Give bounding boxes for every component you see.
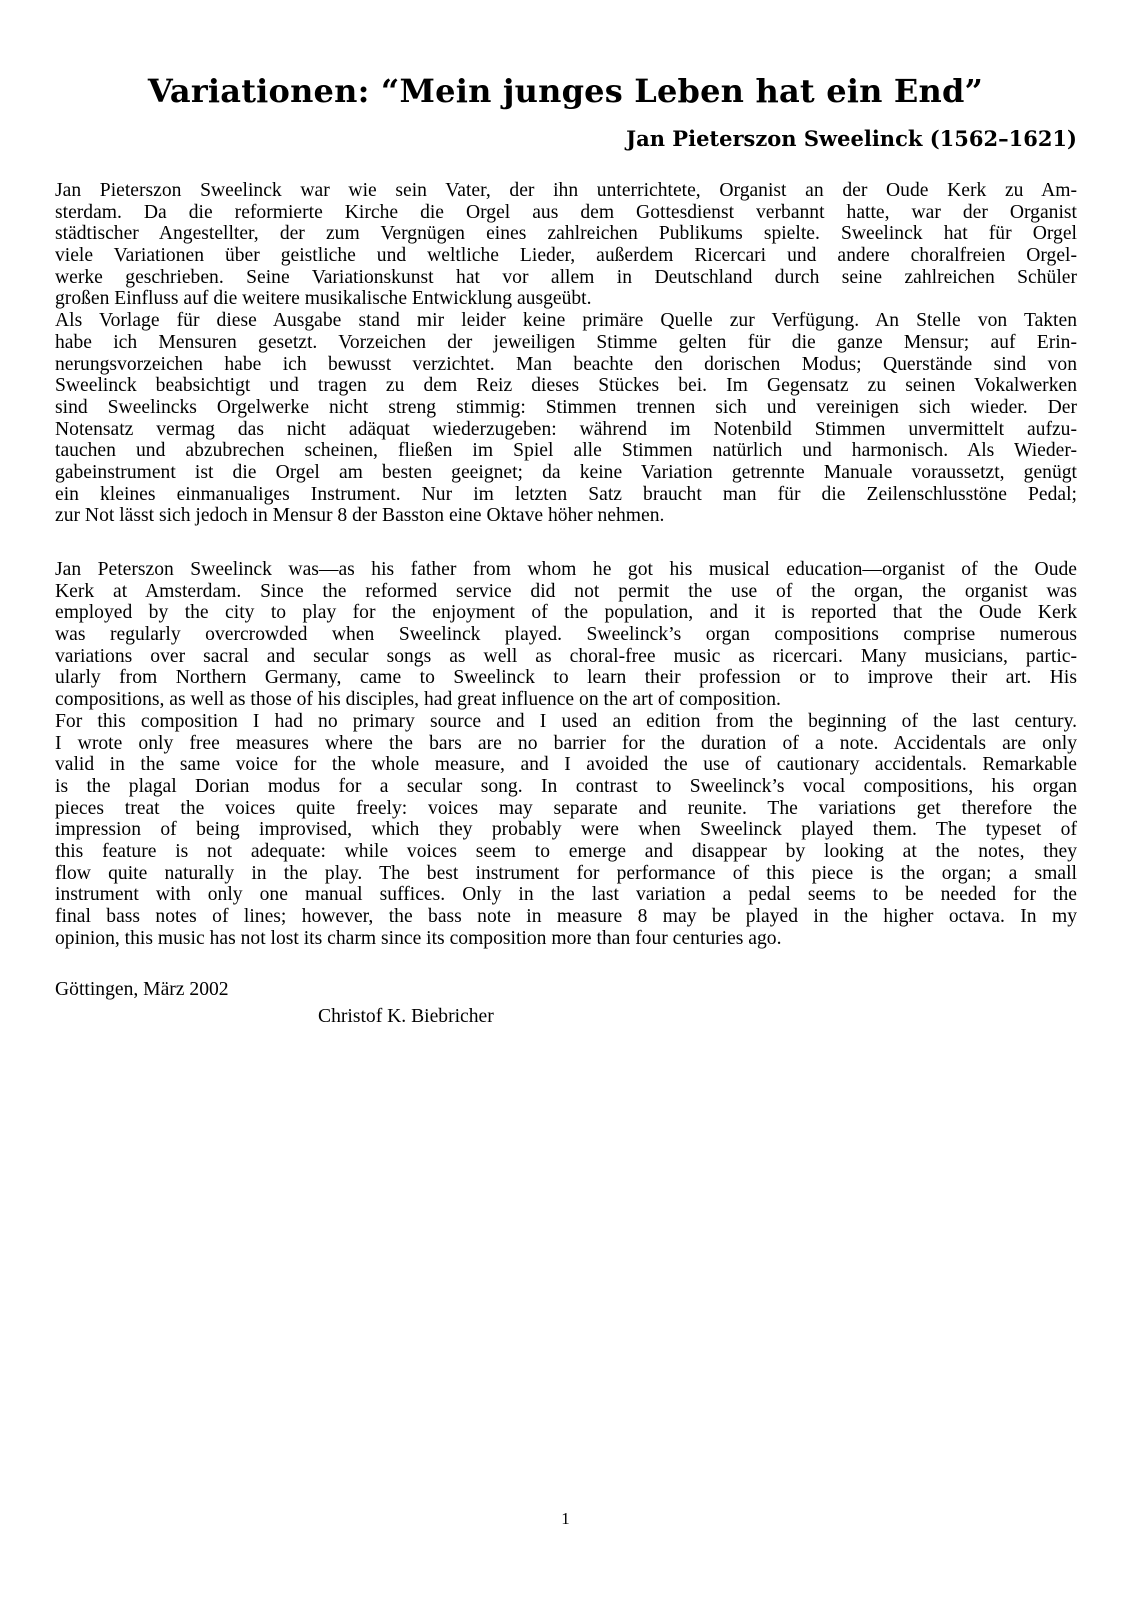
text-line: Jan Peterszon Sweelinck was—as his father from whom he got his musical education—organist of the Oude [55,559,1077,580]
document-title: Variationen: “Mein junges Leben hat ein End” [147,72,984,110]
text-line: gabeinstrument ist die Orgel am besten geeignet; da keine Variation getrennte Manuale voraussetzt, genügt [55,461,1077,483]
composer-heading: Jan Pieterszon Sweelinck (1562–1621) [626,126,1077,151]
text-line: compositions, as well as those of his disciples, had great influence on the art of composition. [55,689,781,711]
text-line: sterdam. Da die reformierte Kirche die Orgel aus dem Gottesdienst verbannt hatte, war der Organist [55,201,1077,223]
text-line: großen Einfluss auf die weitere musikalische Entwicklung ausgeübt. [55,288,592,310]
text-line: ein kleines einmanualiges Instrument. Nur im letzten Satz braucht man für die Zeilenschlusstöne Pedal; [55,483,1077,505]
english-paragraph-1 [55,559,1077,711]
text-line: final bass notes of lines; however, the bass note in measure 8 may be played in the higher octava. In my [55,906,1077,927]
text-line: habe ich Mensuren gesetzt. Vorzeichen der jeweiligen Stimme gelten für die ganze Mensur; auf Erin- [55,331,1077,353]
text-line: werke geschrieben. Seine Variationskunst hat vor allem in Deutschland durch seine zahlreichen Schüler [55,266,1077,288]
page-number: 1 [561,1509,570,1528]
text-line: instrument with only one manual suffices. Only in the last variation a pedal seems to be needed for the [55,884,1077,906]
english-text-block [55,559,1077,949]
text-line: nerungsvorzeichen habe ich bewusst verzichtet. Man beachte den dorischen Modus; Querstände sind von [55,353,1077,375]
text-line: Sweelinck beabsichtigt und tragen zu dem Reiz dieses Stückes bei. Im Gegensatz zu seinen Vokalwerken [55,375,1077,397]
text-line: Als Vorlage für diese Ausgabe stand mir leider keine primäre Quelle zur Verfügung. An Stelle von Takten [55,310,1077,332]
text-line: zur Not lässt sich jedoch in Mensur 8 der Basston eine Oktave höher nehmen. [55,505,665,527]
german-paragraph-1 [55,180,1077,310]
text-line: sind Sweelincks Orgelwerke nicht streng stimmig: Stimmen trennen sich und vereinigen sich wieder. Der [55,396,1077,418]
text-line: viele Variationen über geistliche und weltliche Lieder, außerdem Ricercari und andere choralfreien Orgel- [55,245,1077,267]
text-line: this feature is not adequate: while voices seem to emerge and disappear by looking at the notes, they [55,840,1077,862]
text-line: Jan Pieterszon Sweelinck war wie sein Vater, der ihn unterrichtete, Organist an der Oude Kerk zu Am- [55,180,1077,201]
author-signature: Christof K. Biebricher [318,1006,494,1027]
text-line: flow quite naturally in the play. The best instrument for performance of this piece is the organ; a small [55,862,1077,884]
text-line: Kerk at Amsterdam. Since the reformed service did not permit the use of the organ, the organist was [55,580,1077,602]
text-line: I wrote only free measures where the bars are no barrier for the duration of a note. Accidentals are only [55,732,1077,754]
text-line: opinion, this music has not lost its charm since its composition more than four centuries ago. [55,927,782,949]
text-line: was regularly overcrowded when Sweelinck played. Sweelinck’s organ compositions comprise numerous [55,624,1077,646]
text-line: impression of being improvised, which they probably were when Sweelinck played them. The typeset of [55,819,1077,841]
place-and-date: Göttingen, März 2002 [55,979,229,1000]
german-paragraph-2 [55,310,1077,527]
text-line: Notensatz vermag das nicht adäquat wiederzugeben: während im Notenbild Stimmen unvermittelt aufzu- [55,418,1077,440]
text-line: pieces treat the voices quite freely: voices may separate and reunite. The variations get therefore the [55,797,1077,819]
text-line: For this composition I had no primary source and I used an edition from the beginning of the last century. [55,710,1077,732]
text-line: städtischer Angestellter, der zum Vergnügen eines zahlreichen Publikums spielte. Sweelinck hat für Orgel [55,223,1077,245]
english-paragraph-2 [55,711,1077,950]
text-line: variations over sacral and secular songs as well as choral-free music as ricercari. Many musicians, partic- [55,645,1077,667]
text-line: employed by the city to play for the enjoyment of the population, and it is reported that the Oude Kerk [55,602,1077,624]
text-line: tauchen und abzubrechen scheinen, fließen im Spiel alle Stimmen natürlich und harmonisch. Als Wieder- [55,440,1077,462]
text-line: ularly from Northern Germany, came to Sweelinck to learn their profession or to improve their art. His [55,667,1077,689]
text-line: valid in the same voice for the whole measure, and I avoided the use of cautionary accidentals. Remarkable [55,754,1077,776]
text-line: is the plagal Dorian modus for a secular song. In contrast to Sweelinck’s vocal compositions, his organ [55,775,1077,797]
german-text-block [55,180,1077,527]
